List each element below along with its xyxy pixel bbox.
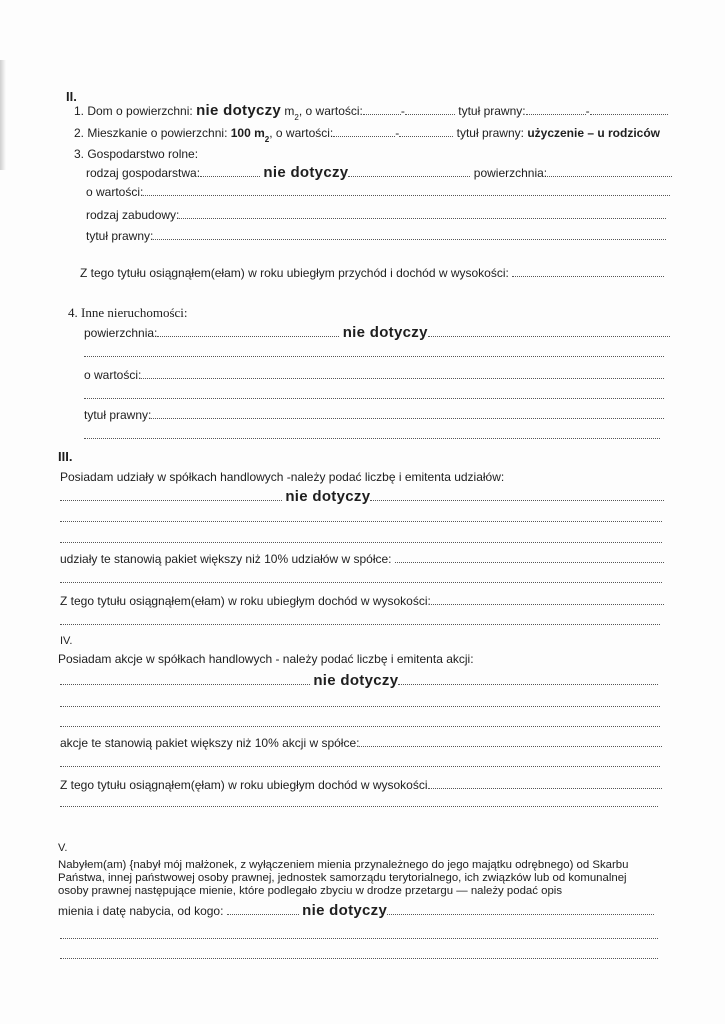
dotted-line bbox=[84, 398, 664, 399]
dotted-line bbox=[60, 938, 658, 939]
item-1-house-row: 1. Dom o powierzchni: nie dotyczy m 2 , o wartości: - tytuł prawny: - bbox=[74, 104, 668, 118]
shares-pakiet-label: udziały te stanowią pakiet większy niż 10% udziałów w spółce: bbox=[60, 552, 392, 566]
other-area-label: powierzchnia: bbox=[84, 326, 158, 340]
flat-title-value: użyczenie – u rodziców bbox=[527, 126, 661, 140]
farm-value-label: o wartości: bbox=[86, 185, 144, 199]
other-value-row bbox=[84, 368, 664, 382]
farm-income-row bbox=[80, 266, 664, 280]
shares-income-label: Z tego tytułu osiągnąłem(ełam) w roku ubiegłym dochód w wysokości: bbox=[60, 594, 431, 608]
stocks-pakiet-row bbox=[60, 736, 662, 750]
acquired-text-line-2: Państwa, innej państwowej osoby prawnej, jednostek samorządu terytorialnego, ich związków lub od komunalnej bbox=[58, 872, 627, 884]
acquired-text-line-1: Nabyłem(am) {nabył mój małżonek, z wyłączeniem mienia przynależnego do jego majątku odrębnego) od Skarbu bbox=[58, 859, 629, 871]
farm-type-row bbox=[86, 166, 672, 180]
other-value-label: o wartości: bbox=[84, 368, 142, 382]
flat-area-value: 100 m bbox=[230, 126, 265, 140]
farm-building-label: rodzaj zabudowy: bbox=[86, 208, 180, 222]
dotted-line bbox=[84, 438, 660, 439]
dotted-line bbox=[60, 542, 662, 543]
dotted-line bbox=[60, 958, 658, 959]
flat-title-label: tytuł prawny: bbox=[456, 126, 524, 140]
stocks-income-label: Z tego tytułu osiągnąłem(ęłam) w roku ubiegłym dochód w wysokości bbox=[60, 778, 428, 792]
dotted-line bbox=[60, 766, 660, 767]
shares-income-row bbox=[60, 594, 664, 608]
house-area-value: nie dotyczy bbox=[196, 102, 282, 119]
acquired-label: mienia i datę nabycia, od kogo: bbox=[58, 904, 224, 918]
farm-value-row bbox=[86, 185, 670, 199]
other-area-value: nie dotyczy bbox=[342, 324, 428, 341]
house-title-label: tytuł prawny: bbox=[458, 104, 526, 118]
other-title-row bbox=[84, 408, 664, 422]
farm-label: 3. Gospodarstwo rolne: bbox=[74, 147, 199, 161]
dotted-line bbox=[60, 726, 660, 727]
stocks-income-row bbox=[60, 778, 662, 792]
acquired-value-row bbox=[58, 904, 654, 918]
farm-title-label: tytuł prawny: bbox=[86, 229, 154, 243]
item-2-flat-row: 2. Mieszkanie o powierzchni: 100 m 2 , o wartości: - tytuł prawny: użyczenie – u rodziców bbox=[74, 126, 661, 144]
house-label: 1. Dom o powierzchni: bbox=[74, 104, 193, 118]
acquired-text-line-3: osoby prawnej następujące mienie, które podlegało zbyciu w drodze przetargu — należy podać opis bbox=[58, 885, 563, 897]
house-title-dash: - bbox=[585, 104, 590, 118]
stocks-value-row bbox=[60, 674, 658, 688]
other-property-label: 4. Inne nieruchomości: bbox=[68, 305, 188, 320]
flat-value-dash: - bbox=[395, 126, 400, 140]
shares-value-row bbox=[60, 490, 664, 504]
farm-title-row bbox=[86, 229, 666, 243]
shares-pakiet-row bbox=[60, 552, 664, 566]
acquired-value: nie dotyczy bbox=[302, 902, 388, 919]
house-area-unit: m bbox=[284, 104, 295, 118]
stocks-intro: Posiadam akcje w spółkach handlowych - należy podać liczbę i emitenta akcji: bbox=[58, 652, 474, 666]
shares-intro: Posiadam udziały w spółkach handlowych -należy podać liczbę i emitenta udziałów: bbox=[60, 470, 505, 484]
dotted-line bbox=[60, 624, 660, 625]
dotted-line bbox=[60, 521, 662, 522]
dotted-line bbox=[84, 356, 664, 357]
farm-type-label: rodzaj gospodarstwa: bbox=[86, 166, 201, 180]
farm-type-value: nie dotyczy bbox=[263, 164, 349, 181]
house-value-label: , o wartości: bbox=[298, 104, 363, 118]
farm-income-label: Z tego tytułu osiągnąłem(ełam) w roku ubiegłym przychód i dochód w wysokości: bbox=[80, 266, 509, 280]
dotted-line bbox=[60, 582, 662, 583]
section-iv-header: IV. bbox=[60, 635, 73, 647]
scan-edge-shadow bbox=[0, 60, 6, 170]
farm-area-label: powierzchnia: bbox=[473, 166, 548, 180]
section-ii-header: II. bbox=[66, 89, 77, 104]
section-v-header: V. bbox=[58, 842, 68, 854]
stocks-pakiet-label: akcje te stanowią pakiet większy niż 10% akcji w spółce: bbox=[60, 736, 360, 750]
house-value-dash: - bbox=[400, 104, 405, 118]
section-iii-header: III. bbox=[58, 449, 73, 464]
farm-building-row bbox=[86, 208, 666, 222]
dotted-line bbox=[60, 806, 658, 807]
stocks-value: nie dotyczy bbox=[313, 672, 399, 689]
dotted-line bbox=[60, 706, 660, 707]
flat-label: 2. Mieszkanie o powierzchni: bbox=[74, 126, 228, 140]
other-area-row bbox=[84, 326, 670, 340]
shares-value: nie dotyczy bbox=[285, 488, 371, 505]
flat-value-label: , o wartości: bbox=[269, 126, 334, 140]
other-title-label: tytuł prawny: bbox=[84, 408, 152, 422]
